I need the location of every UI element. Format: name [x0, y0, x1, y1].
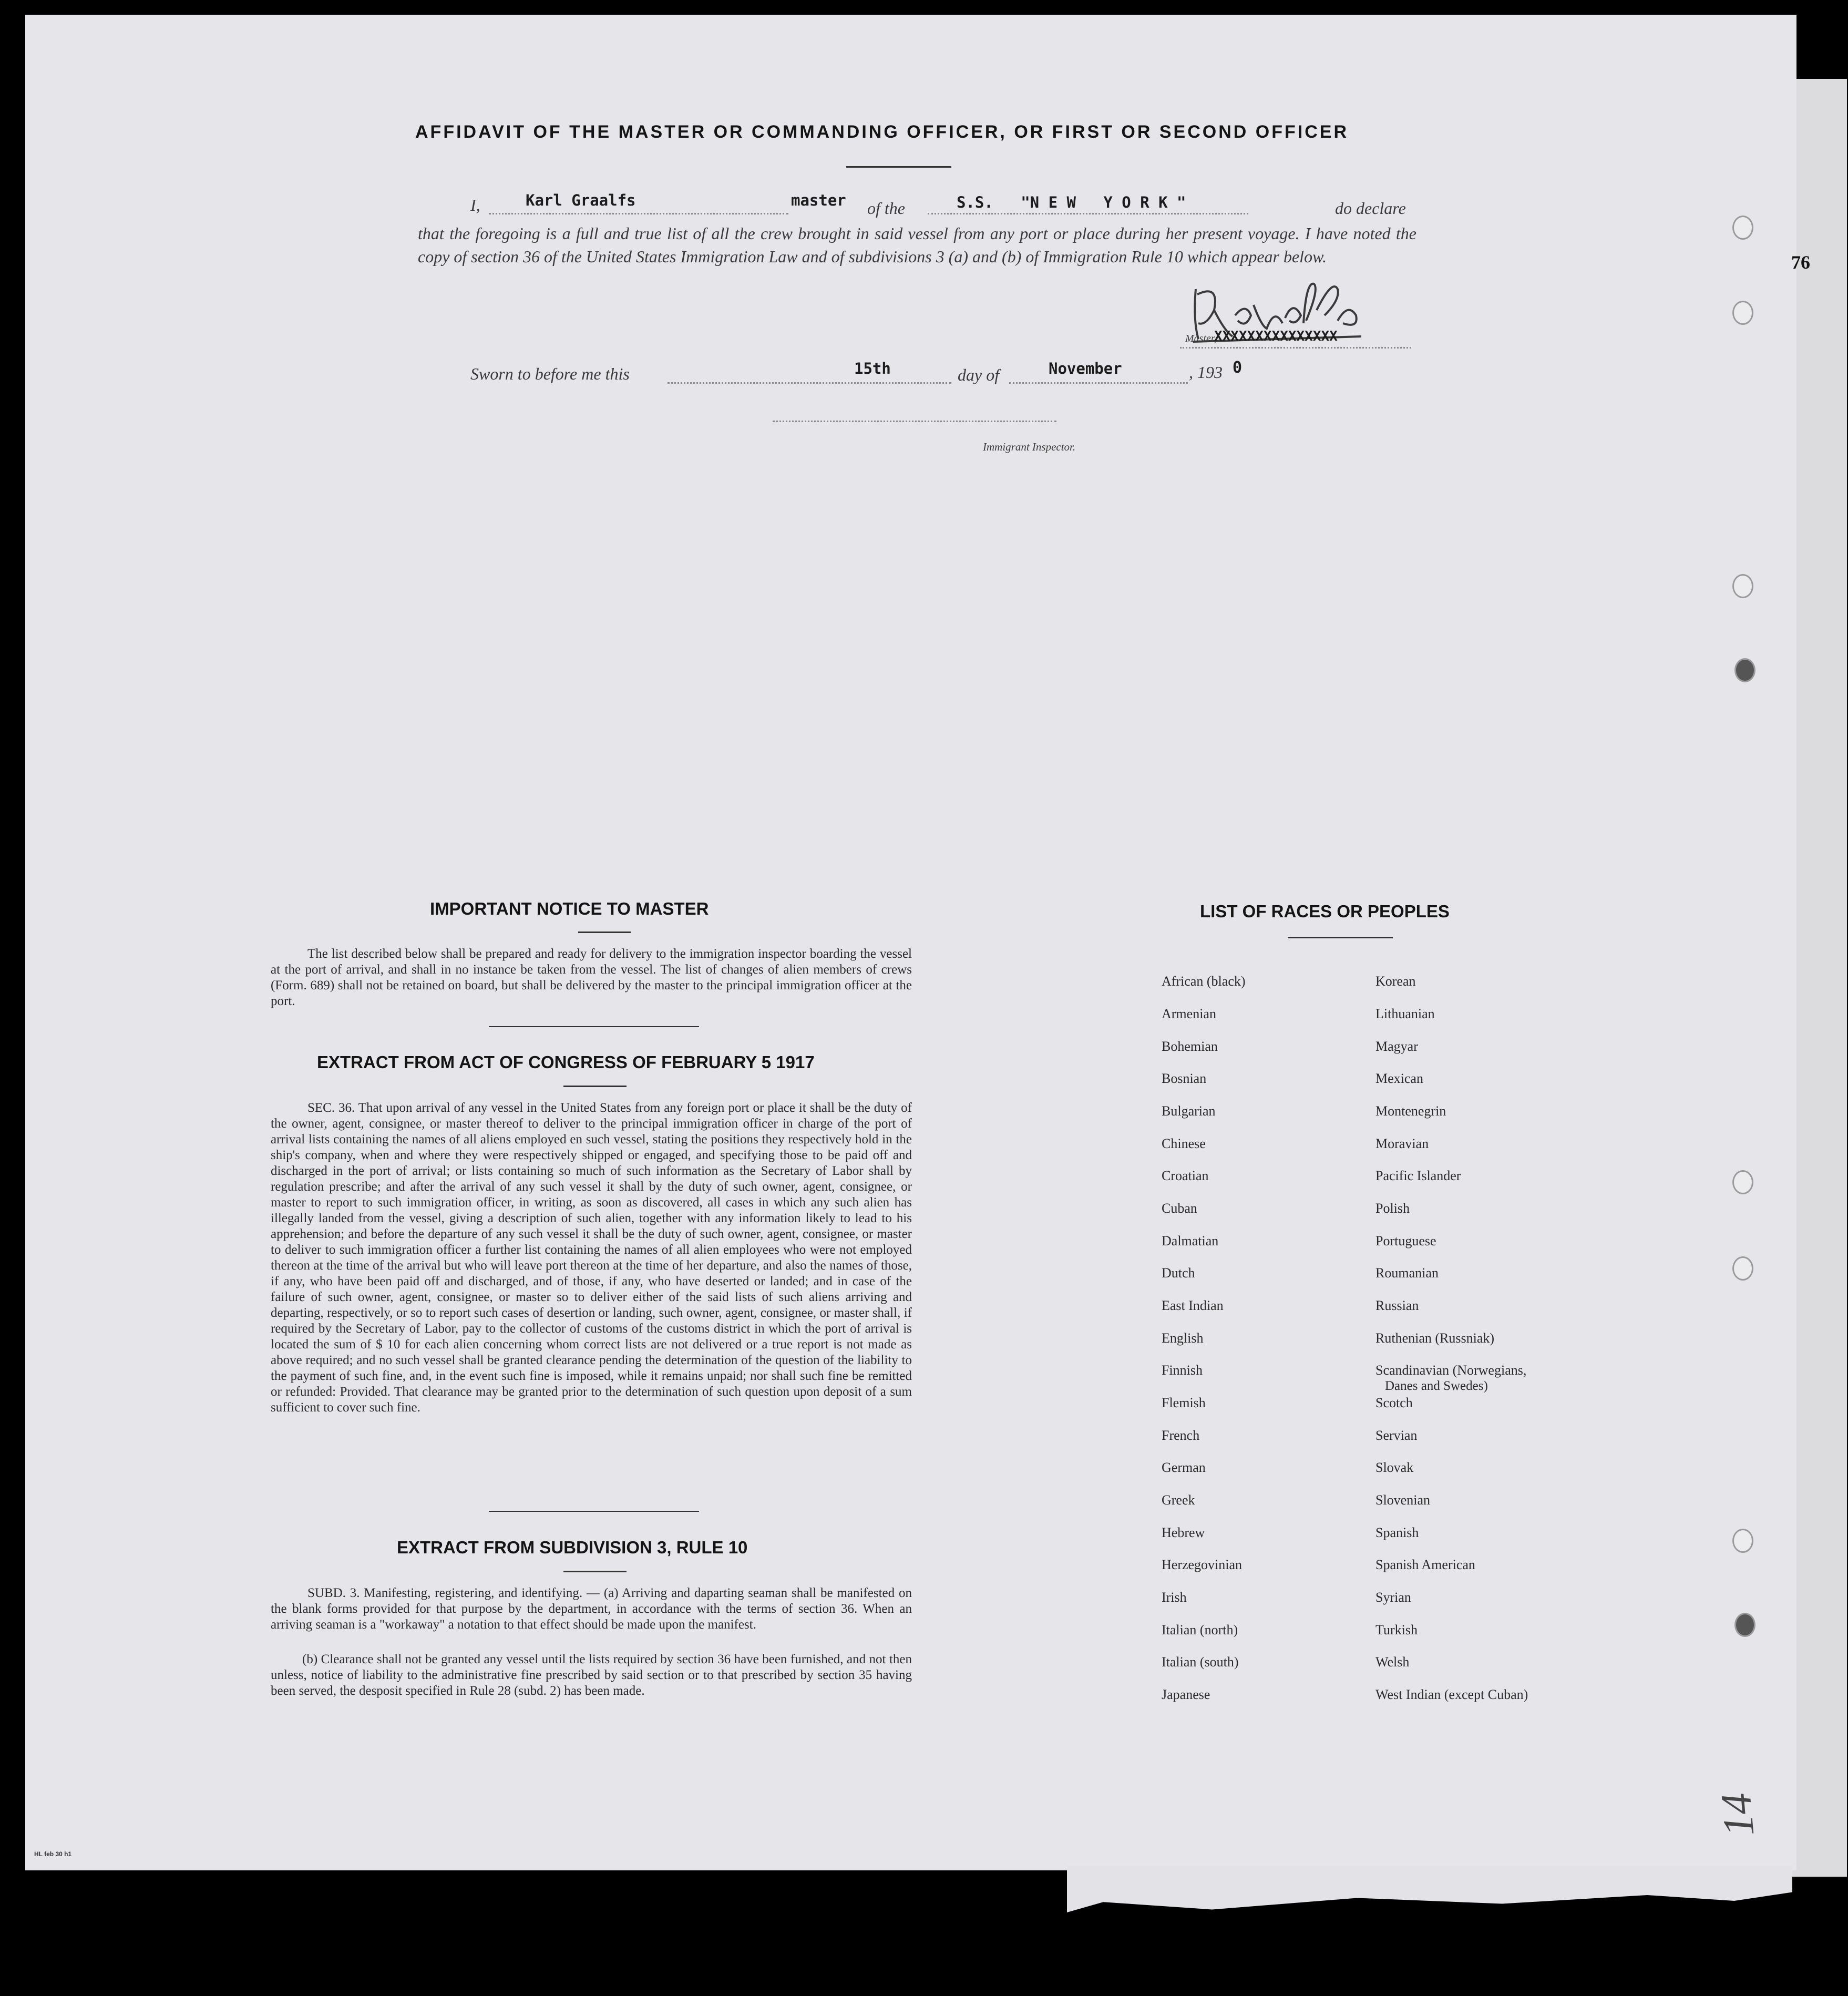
- race-item: Armenian: [1162, 1006, 1216, 1021]
- race-item: Korean: [1375, 974, 1416, 989]
- rule-divider: [563, 1571, 627, 1572]
- race-item: Japanese: [1162, 1687, 1210, 1702]
- binder-hole: [1732, 216, 1753, 240]
- race-item: Roumanian: [1375, 1265, 1439, 1281]
- binder-hole: [1732, 301, 1753, 325]
- race-item: Spanish American: [1375, 1557, 1475, 1572]
- section-divider: [489, 1026, 699, 1027]
- race-item: French: [1162, 1428, 1200, 1443]
- race-item: Portuguese: [1375, 1233, 1436, 1248]
- race-item: Bohemian: [1162, 1039, 1218, 1054]
- vessel-field-line: [928, 213, 1248, 214]
- race-item: Moravian: [1375, 1136, 1429, 1151]
- race-item: Bulgarian: [1162, 1103, 1216, 1119]
- notice-title: IMPORTANT NOTICE TO MASTER: [430, 899, 709, 918]
- sworn-text: Sworn to before me this: [470, 364, 630, 383]
- rule-para-b: (b) Clearance shall not be granted any vessel until the lists required by section 36 have been furnished, and not then unless, notice of liability to the administrative fine prescribed by said section or to that prescribed by section 35 having been served, the desposit specified in Rule 28 (subd. 2) has been made.: [271, 1652, 912, 1698]
- rank-field: master: [791, 191, 846, 209]
- month-field-line: [1009, 382, 1188, 384]
- section-divider-2: [489, 1511, 699, 1512]
- race-item: Dutch: [1162, 1265, 1195, 1281]
- race-item: Welsh: [1375, 1654, 1410, 1670]
- binder-hole: [1732, 1170, 1753, 1194]
- race-item: Magyar: [1375, 1039, 1418, 1054]
- binder-hole: [1732, 574, 1753, 598]
- race-item: Flemish: [1162, 1395, 1206, 1410]
- torn-paper-edge: [1067, 1866, 1792, 1924]
- race-item: Italian (north): [1162, 1622, 1238, 1637]
- year-prefix: , 193: [1189, 363, 1223, 382]
- race-item: Ruthenian (Russniak): [1375, 1330, 1495, 1346]
- master-label: Master,: [1185, 333, 1217, 344]
- signature-line: [1180, 347, 1411, 349]
- day-field-line: [668, 382, 951, 384]
- rule-extract-title: EXTRACT FROM SUBDIVISION 3, RULE 10: [397, 1538, 748, 1557]
- race-item: German: [1162, 1460, 1206, 1475]
- day-field: 15th: [854, 360, 891, 377]
- binder-hole: [1734, 1613, 1755, 1637]
- race-item: Croatian: [1162, 1168, 1209, 1183]
- act-extract-text: SEC. 36. That upon arrival of any vessel in the United States from any foreign port or place it shall be the duty of the owner, agent, consignee, or master thereof to deliver to the principal immigration officer in charge of the port of arrival lists containing the names of all aliens employed en such vessel, stating the positions they respectively hold in the ship's company, when and where they were respectively shipped or engaged, and specifying those to be paid off and discharged in the port of arrival; or lists containing so much of such information as the Secretary of Labor shall by regulation prescribe; and after the arrival of any such vessel it shall by the duty of such owner, agent, consignee, or master to report to such immigration officer, in writing, as soon as discovered, all cases in which any such alien has illegally landed from the vessel, giving a description of such alien, together with any information likely to lead to his apprehension; and before the departure of any such vessel it shall be the duty of such owner, agent, consignee, or master to deliver to such immigration officer a further list containing the names of all alien employees who were not employed thereon at the time of the arrival but who will leave port thereon at the time of her departure, and also the names of those, if any, who have been paid off and discharged, and of those, if any, who have deserted or landed; and in case of the failure of such owner, agent, consignee, or master so to deliver either of the said lists of such aliens arriving and departing, respectively, or so to report such cases of desertion or landing, such owner, agent, consignee, or master shall, if required by the Secretary of Labor, pay to the collector of customs of the customs district in which the port of arrival is located the sum of $ 10 for each alien concerning whom correct lists are not delivered or a true report is not made as above required; and no such vessel shall be granted clearance pending the determination of the question of the liability to the payment of such fine, and, in the event such fine is imposed, while it remains unpaid; nor shall such fine be remitted or refunded: Provided. That clearance may be granted prior to the determination of such question upon deposit of a sum sufficient to cover such fine.: [271, 1101, 912, 1415]
- binder-hole: [1734, 658, 1755, 682]
- race-item: Russian: [1375, 1298, 1419, 1313]
- notice-text: The list described below shall be prepared and ready for delivery to the immigration inspector boarding the vessel at the port of arrival, and shall in no instance be taken from the vessel. The list of changes of alien members of crews (Form. 689) shall not be retained on board, but shall be delivered by the master to the principal immigration officer at the port.: [271, 947, 912, 1008]
- races-title: LIST OF RACES OR PEOPLES: [1200, 902, 1450, 921]
- binder-hole: [1732, 1529, 1753, 1553]
- race-item: Polish: [1375, 1201, 1410, 1216]
- inspector-label: Immigrant Inspector.: [983, 441, 1076, 453]
- race-item: Turkish: [1375, 1622, 1418, 1637]
- race-item: Chinese: [1162, 1136, 1206, 1151]
- race-item: Bosnian: [1162, 1071, 1207, 1086]
- race-item: Pacific Islander: [1375, 1168, 1461, 1183]
- race-item: Dalmatian: [1162, 1233, 1219, 1248]
- race-scandinavian-cont: Danes and Swedes): [1385, 1379, 1488, 1393]
- race-item: Irish: [1162, 1590, 1187, 1605]
- inspector-signature-line: [773, 421, 1056, 422]
- title-divider: [846, 166, 951, 168]
- notice-divider: [578, 932, 631, 933]
- race-item: Mexican: [1375, 1071, 1423, 1086]
- month-field: November: [1049, 360, 1122, 377]
- form-code: HL feb 30 h1: [34, 1850, 72, 1858]
- struck-title: XXXXXXXXXXXXXXX: [1214, 329, 1338, 344]
- race-item: English: [1162, 1330, 1204, 1346]
- race-item: Slovenian: [1375, 1492, 1430, 1508]
- race-item: Herzegovinian: [1162, 1557, 1243, 1572]
- vessel-name-field: S.S. "N E W Y O R K ": [957, 193, 1186, 211]
- affidavit-statement: that the foregoing is a full and true list of all the crew brought in said vessel from any port or place during her present voyage. I have noted the copy of section 36 of the United States Immigration Law and of subdivisions 3 (a) and (b) of Immigration Rule 10 which appear below.: [418, 224, 1416, 266]
- race-item: Hebrew: [1162, 1525, 1205, 1540]
- race-item: Montenegrin: [1375, 1103, 1446, 1119]
- race-item: Greek: [1162, 1492, 1195, 1508]
- act-extract-title: EXTRACT FROM ACT OF CONGRESS OF FEBRUARY 5 1917: [317, 1052, 815, 1072]
- race-item: Spanish: [1375, 1525, 1419, 1540]
- race-item: Syrian: [1375, 1590, 1411, 1605]
- handwritten-page-number: 14: [1711, 1791, 1763, 1838]
- act-divider: [563, 1086, 627, 1087]
- page-number: 76: [1791, 252, 1810, 273]
- race-item: Lithuanian: [1375, 1006, 1435, 1021]
- race-item: African (black): [1162, 974, 1246, 989]
- day-of-text: day of: [958, 365, 1000, 384]
- race-item: Slovak: [1375, 1460, 1414, 1475]
- race-item: Cuban: [1162, 1201, 1197, 1216]
- race-item: Scotch: [1375, 1395, 1413, 1410]
- race-item: Servian: [1375, 1428, 1418, 1443]
- of-the-text: of the: [867, 199, 905, 218]
- rule-para-a: SUBD. 3. Manifesting, registering, and identifying. — (a) Arriving and daparting seaman shall be manifested on the blank forms provided for that purpose by the department, in accordance with the terms of section 36. When an arriving seaman is a "workaway" a notation to that effect should be made upon the manifest.: [271, 1586, 912, 1632]
- master-name-field: Karl Graalfs: [526, 191, 636, 209]
- race-item: Italian (south): [1162, 1654, 1239, 1670]
- affidavit-title: AFFIDAVIT OF THE MASTER OR COMMANDING OFFICER, OR FIRST OR SECOND OFFICER: [415, 122, 1349, 142]
- race-item: Finnish: [1162, 1363, 1203, 1378]
- name-field-line: [489, 213, 788, 214]
- race-item: West Indian (except Cuban): [1375, 1687, 1528, 1702]
- do-declare-text: do declare: [1335, 199, 1406, 218]
- binder-hole: [1732, 1256, 1753, 1281]
- affidavit-i: I,: [470, 196, 480, 214]
- race-item: Scandinavian (Norwegians,: [1375, 1363, 1527, 1378]
- races-divider: [1288, 937, 1393, 938]
- year-field: 0: [1233, 359, 1243, 377]
- race-item: East Indian: [1162, 1298, 1224, 1313]
